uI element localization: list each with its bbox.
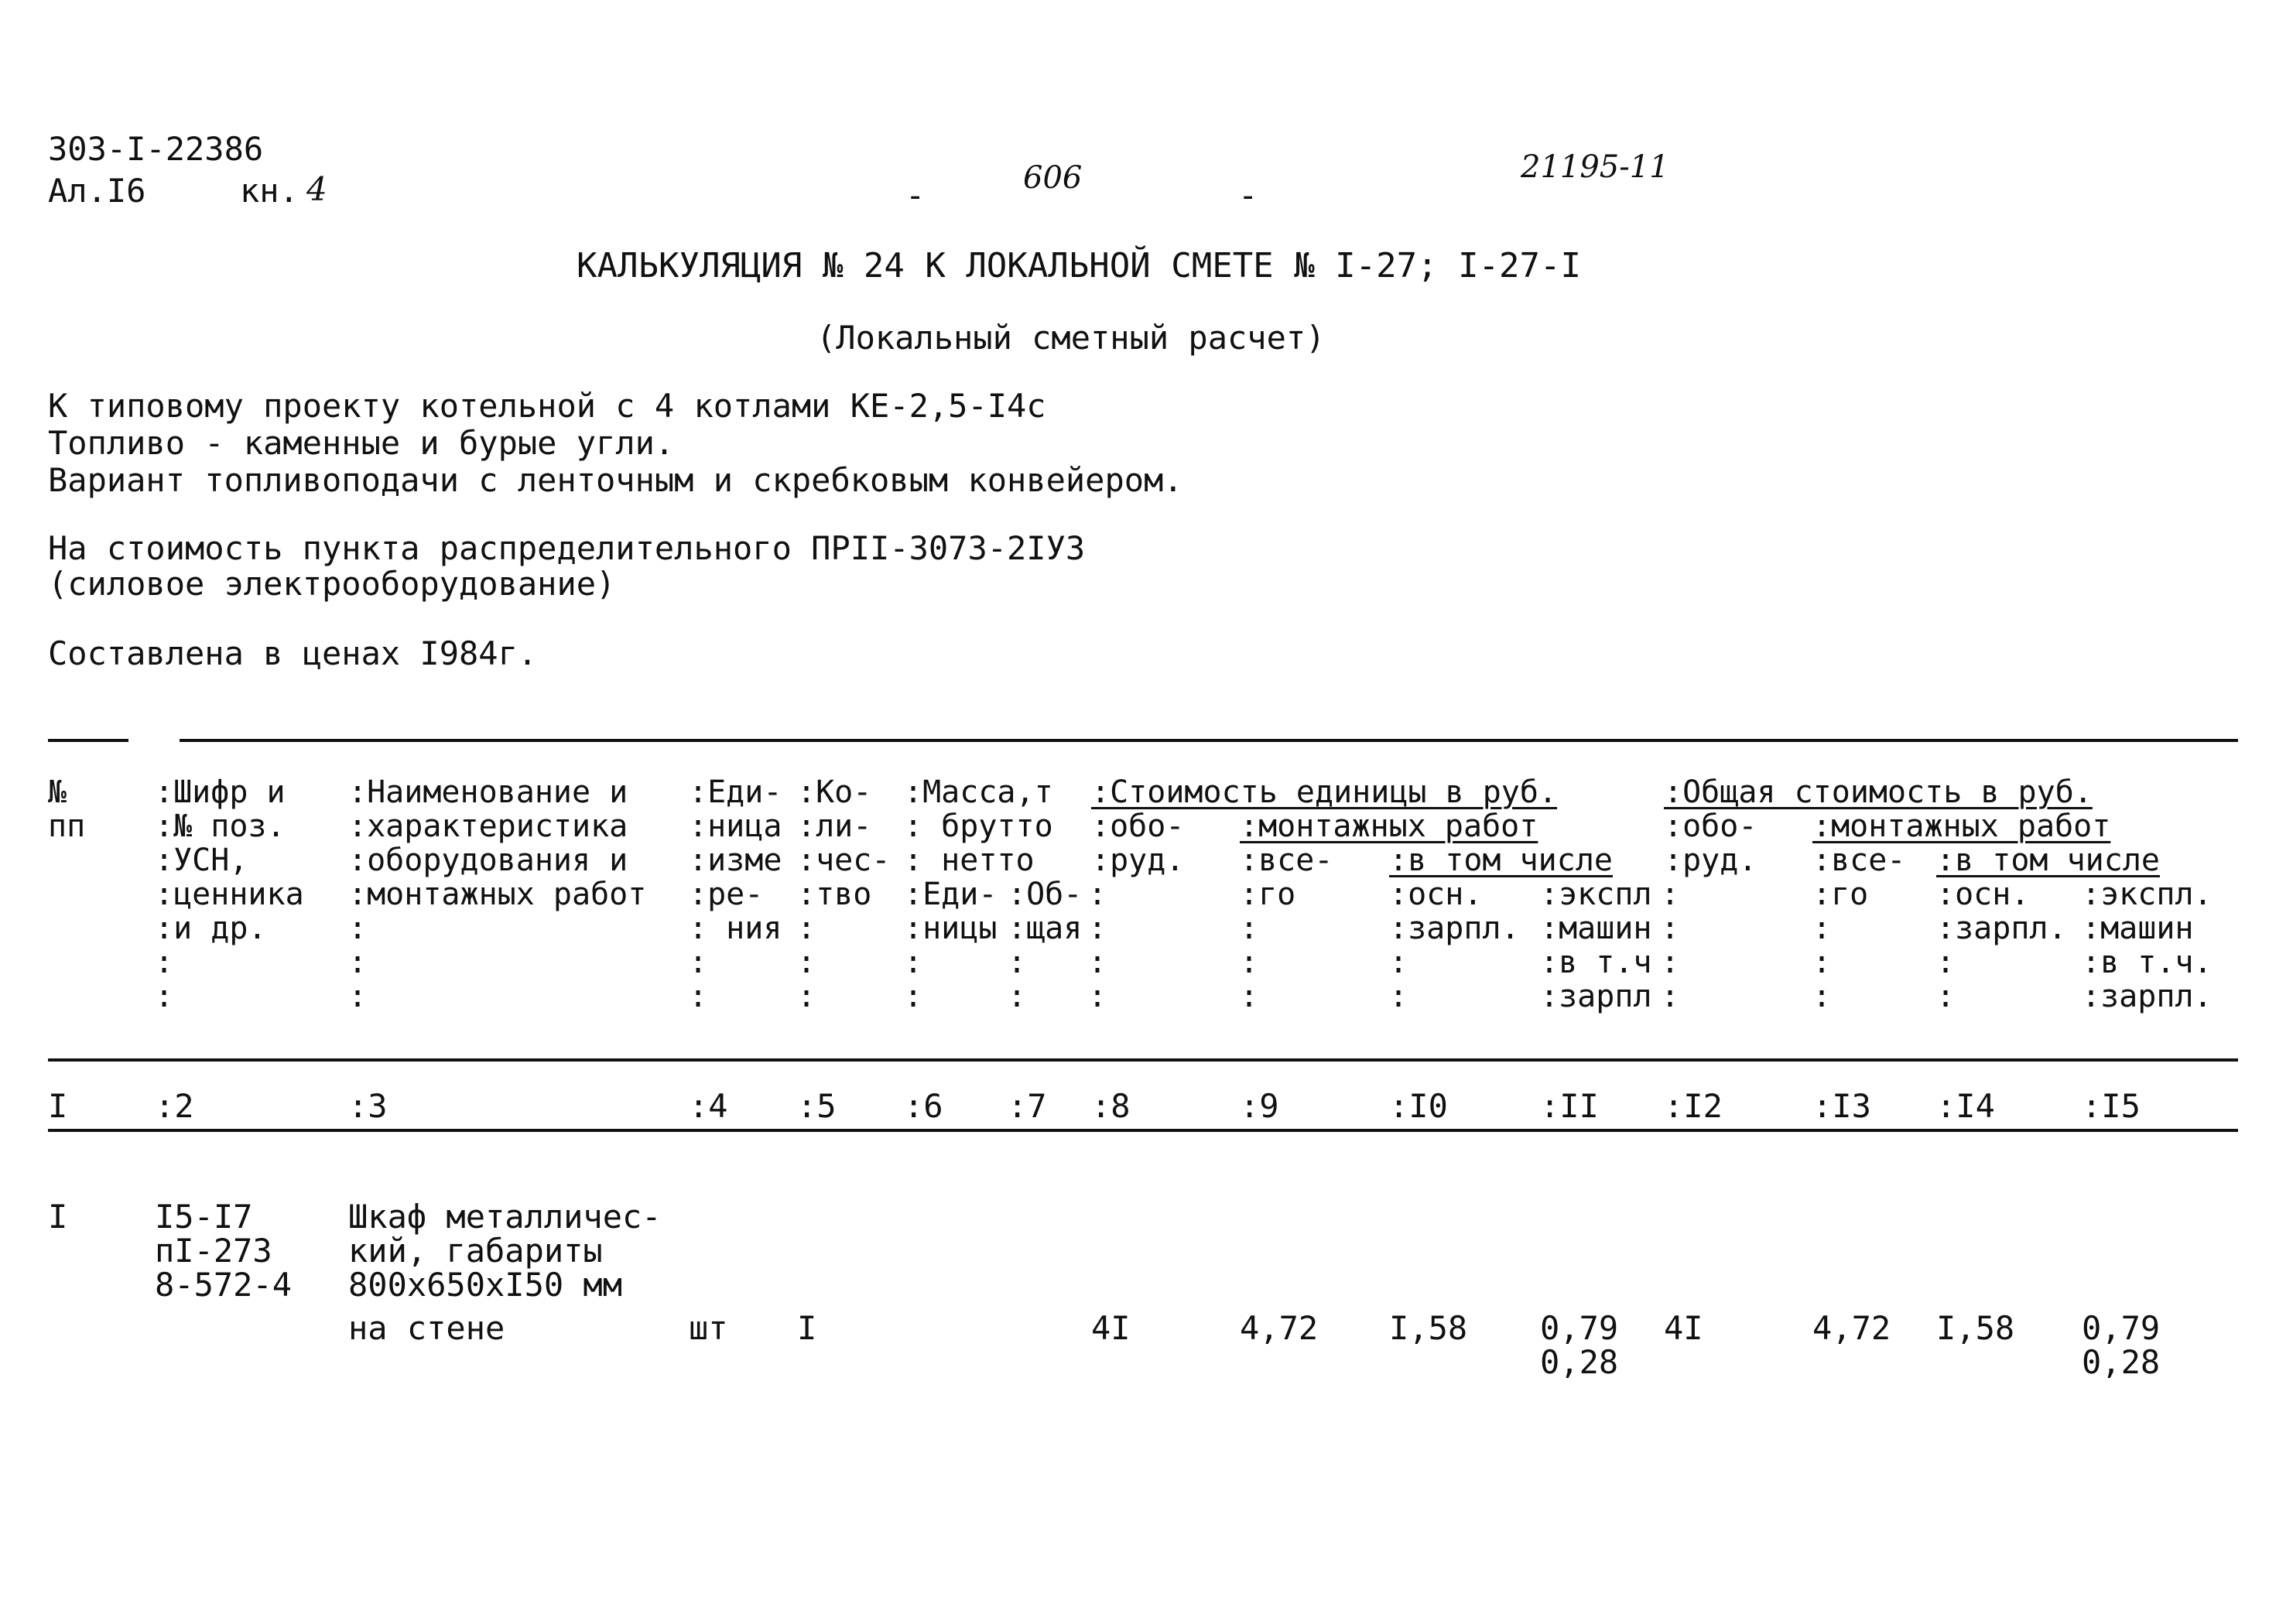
row-unit: шт xyxy=(689,1309,728,1347)
header-unit: :изме xyxy=(689,843,782,878)
header-all: :все- xyxy=(1812,843,1906,878)
header-all: :все- xyxy=(1240,843,1333,878)
dash-right: - xyxy=(1238,176,1258,214)
header-mass-unit: :Еди- xyxy=(904,877,998,912)
row-code: пI-273 xyxy=(155,1232,272,1270)
column-numbers-rule xyxy=(48,1129,2238,1132)
header-unit: :ре- xyxy=(689,877,764,912)
header-including: :в том числе xyxy=(1389,843,1613,878)
album-number: Ал.I6 xyxy=(48,172,146,210)
doc-code: 303-I-22386 xyxy=(48,130,264,168)
header-machines: :экспл xyxy=(1540,877,1652,912)
header-name: : xyxy=(348,911,368,946)
header-code: :ценника xyxy=(155,877,304,912)
header-name: :оборудования и xyxy=(348,843,628,878)
header-unit: : xyxy=(689,945,708,980)
header-all: : xyxy=(1240,979,1259,1014)
column-number: :I0 xyxy=(1389,1087,1448,1125)
header-col11-sep: : xyxy=(1661,945,1680,980)
header-all: : xyxy=(1812,945,1832,980)
row-code: 8-572-4 xyxy=(155,1266,293,1304)
header-salary: :зарпл. xyxy=(1936,911,2067,946)
column-number: :9 xyxy=(1240,1087,1279,1125)
header-equipment: :руд. xyxy=(1091,843,1185,878)
row-name: на стене xyxy=(348,1309,505,1347)
header-col11-sep: : xyxy=(1661,877,1680,912)
row-equipment-unit-cost: 4I xyxy=(1091,1309,1131,1347)
header-unit: :ница xyxy=(689,809,782,844)
header-salary: :зарпл. xyxy=(1389,911,1520,946)
column-number: :I4 xyxy=(1936,1087,1995,1125)
header-bottom-rule xyxy=(48,1058,2238,1062)
intro-line: К типовому проекту котельной с 4 котлами КЕ-2,5-I4с xyxy=(48,387,1046,425)
row-installation-total-cost: 4,72 xyxy=(1812,1309,1891,1347)
intro-line: Топливо - каменные и бурые угли. xyxy=(48,424,675,462)
header-all: : xyxy=(1240,945,1259,980)
column-number: I xyxy=(48,1087,68,1125)
book-label: кн. xyxy=(240,172,299,210)
column-number: :3 xyxy=(348,1087,388,1125)
column-number: :I3 xyxy=(1812,1087,1871,1125)
header-salary: :осн. xyxy=(1936,877,2030,912)
page-subtitle: (Локальный сметный расчет) xyxy=(816,319,1326,357)
intro-line: (силовое электрооборудование) xyxy=(48,565,616,603)
header-name: : xyxy=(348,979,368,1014)
row-installation-unit-cost: 4,72 xyxy=(1240,1309,1319,1347)
header-col11-sep: : xyxy=(1661,911,1680,946)
column-number: :4 xyxy=(689,1087,728,1125)
header-total-cost: :Общая стоимость в руб. xyxy=(1664,774,2093,810)
column-number: :I5 xyxy=(2082,1087,2141,1125)
intro-line: Вариант топливоподачи с ленточным и скребковым конвейером. xyxy=(48,461,1183,499)
header-mass: :Масса,т xyxy=(904,774,1053,810)
header-quantity: :ли- xyxy=(797,809,872,844)
header-pp: пп xyxy=(48,809,86,844)
intro-line: Составлена в ценах I984г. xyxy=(48,634,538,672)
header-mass-total: : xyxy=(1008,945,1027,980)
header-col11-sep: : xyxy=(1661,979,1680,1014)
header-quantity: : xyxy=(797,979,816,1014)
header-all: : xyxy=(1812,911,1832,946)
header-mass-unit: : xyxy=(904,945,923,980)
header-mass: : нетто xyxy=(904,843,1035,878)
column-number: :I2 xyxy=(1664,1087,1723,1125)
column-number: :II xyxy=(1540,1087,1599,1125)
header-installation: :монтажных работ xyxy=(1240,809,1538,844)
header-machines: :в т.ч xyxy=(1540,945,1652,980)
header-code: :УСН, xyxy=(155,843,248,878)
table-top-rule xyxy=(180,739,2238,742)
header-machines: :зарпл xyxy=(1540,979,1652,1014)
row-machines-total-cost: 0,79 xyxy=(2082,1309,2161,1347)
header-unit: :Еди- xyxy=(689,774,782,810)
header-mass-total: :щая xyxy=(1008,911,1083,946)
header-unit-cost: :Стоимость единицы в руб. xyxy=(1091,774,1558,810)
header-all: :го xyxy=(1812,877,1869,912)
header-name: : xyxy=(348,945,368,980)
header-machines: :машин xyxy=(1540,911,1652,946)
document-number: 21195-11 xyxy=(1521,149,1669,185)
header-name: :характеристика xyxy=(348,809,628,844)
header-salary: : xyxy=(1936,979,1956,1014)
header-quantity: :тво xyxy=(797,877,872,912)
header-col8-sep: : xyxy=(1088,911,1107,946)
header-mass-total: :Об- xyxy=(1008,877,1083,912)
page-number: 606 xyxy=(1023,160,1083,196)
header-mass-unit: : xyxy=(904,979,923,1014)
dash-left: - xyxy=(905,176,926,214)
header-code: : xyxy=(155,979,174,1014)
header-salary: : xyxy=(1936,945,1956,980)
header-including: :в том числе xyxy=(1936,843,2160,878)
header-quantity: : xyxy=(797,945,816,980)
row-machines-salary-total: 0,28 xyxy=(2082,1343,2161,1381)
header-name: :монтажных работ xyxy=(348,877,647,912)
row-name: 800x650xI50 мм xyxy=(348,1266,623,1304)
header-salary: : xyxy=(1389,979,1408,1014)
header-all: :го xyxy=(1240,877,1296,912)
header-machines: :в т.ч. xyxy=(2082,945,2213,980)
header-quantity: :чес- xyxy=(797,843,891,878)
row-machines-unit-cost: 0,79 xyxy=(1540,1309,1619,1347)
header-number-symbol: № xyxy=(48,774,67,810)
header-col8-sep: : xyxy=(1088,877,1107,912)
header-col8-sep: : xyxy=(1088,945,1107,980)
header-equipment: :обо- xyxy=(1091,809,1185,844)
header-salary: :осн. xyxy=(1389,877,1483,912)
header-code: :Шифр и xyxy=(155,774,286,810)
row-quantity: I xyxy=(797,1309,817,1347)
header-machines: :зарпл. xyxy=(2082,979,2213,1014)
row-salary-unit-cost: I,58 xyxy=(1389,1309,1468,1347)
page-title: КАЛЬКУЛЯЦИЯ № 24 К ЛОКАЛЬНОЙ СМЕТЕ № I-27; I-27-I xyxy=(577,246,1582,285)
row-name: Шкаф металличес- xyxy=(348,1198,662,1236)
header-mass-unit: :ницы xyxy=(904,911,998,946)
header-all: : xyxy=(1240,911,1259,946)
header-code: :№ поз. xyxy=(155,809,286,844)
row-name: кий, габариты xyxy=(348,1232,603,1270)
table-top-rule-left xyxy=(48,739,128,742)
column-number: :7 xyxy=(1008,1087,1047,1125)
header-code: :и др. xyxy=(155,911,267,946)
row-salary-total-cost: I,58 xyxy=(1936,1309,2015,1347)
header-equipment: :руд. xyxy=(1664,843,1757,878)
header-equipment: :обо- xyxy=(1664,809,1757,844)
header-unit: : ния xyxy=(689,911,782,946)
header-machines: :экспл. xyxy=(2082,877,2213,912)
column-number: :5 xyxy=(797,1087,837,1125)
row-machines-salary-unit: 0,28 xyxy=(1540,1343,1619,1381)
column-number: :2 xyxy=(155,1087,194,1125)
header-code: : xyxy=(155,945,174,980)
header-all: : xyxy=(1812,979,1832,1014)
row-equipment-total-cost: 4I xyxy=(1664,1309,1703,1347)
header-col8-sep: : xyxy=(1088,979,1107,1014)
column-number: :6 xyxy=(904,1087,943,1125)
row-number: I xyxy=(48,1198,68,1236)
book-number: 4 xyxy=(306,170,327,208)
header-mass: : брутто xyxy=(904,809,1053,844)
header-installation: :монтажных работ xyxy=(1812,809,2111,844)
intro-line: На стоимость пункта распределительного ПРII-3073-2IУЗ xyxy=(48,529,1086,567)
column-number: :8 xyxy=(1091,1087,1131,1125)
header-mass-total: : xyxy=(1008,979,1027,1014)
header-quantity: : xyxy=(797,911,816,946)
header-machines: :машин xyxy=(2082,911,2194,946)
header-name: :Наименование и xyxy=(348,774,628,810)
header-unit: : xyxy=(689,979,708,1014)
row-code: I5-I7 xyxy=(155,1198,253,1236)
header-salary: : xyxy=(1389,945,1408,980)
header-quantity: :Ко- xyxy=(797,774,872,810)
